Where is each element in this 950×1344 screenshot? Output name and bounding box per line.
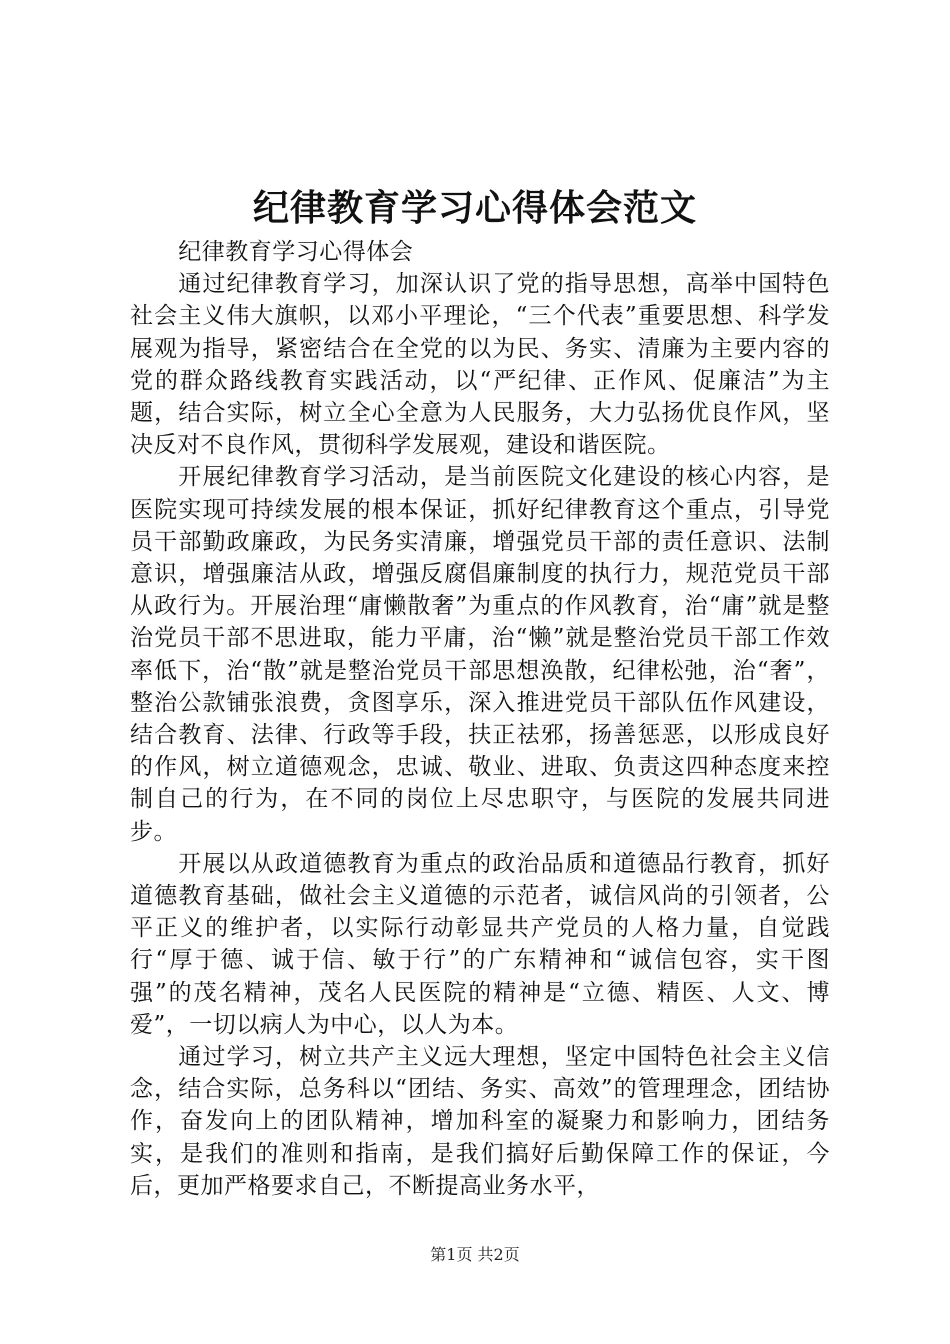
page-footer: 第1页 共2页 [430, 1245, 520, 1264]
document-title: 纪律教育学习心得体会范文 [252, 187, 697, 229]
body-paragraph-4: 通过学习，树立共产主义远大理想，坚定中国特色社会主义信念，结合实际，总务科以“团结、务实、高效”的管理理念，团结协作，奋发向上的团队精神，增加科室的凝聚力和影响力，团结务实，是我们的准则和指南，是我们搞好后勤保障工作的保证，今后，更加严格要求自己，不断提高业务水平， [130, 1044, 830, 1199]
body-paragraph-2: 开展纪律教育学习活动，是当前医院文化建设的核心内容，是医院实现可持续发展的根本保证，抓好纪律教育这个重点，引导党员干部勤政廉政，为民务实清廉，增强党员干部的责任意识、法制意识，增强廉洁从政，增强反腐倡廉制度的执行力，规范党员干部从政行为。开展治理“庸懒散奢”为重点的作风教育，治“庸”就是整治党员干部不思进取，能力平庸，治“懒”就是整治党员干部工作效率低下，治“散”就是整治党员干部思想涣散，纪律松弛，治“奢”，整治公款铺张浪费，贪图享乐，深入推进党员干部队伍作风建设，结合教育、法律、行政等手段，扶正祛邪，扬善惩恶，以形成良好的作风，树立道德观念，忠诚、敬业、进取、负责这四种态度来控制自己的行为，在不同的岗位上尽忠职守，与医院的发展共同进步。 [130, 464, 830, 845]
body-paragraph-1: 通过纪律教育学习，加深认识了党的指导思想，高举中国特色社会主义伟大旗帜，以邓小平理论，“三个代表”重要思想、科学发展观为指导，紧密结合在全党的以为民、务实、清廉为主要内容的党的群众路线教育实践活动，以“严纪律、正作风、促廉洁”为主题，结合实际，树立全心全意为人民服务，大力弘扬优良作风，坚决反对不良作风，贯彻科学发展观，建设和谐医院。 [130, 271, 830, 459]
document-body [130, 236, 830, 1202]
subtitle-paragraph: 纪律教育学习心得体会 [178, 239, 414, 265]
body-paragraph-3: 开展以从政道德教育为重点的政治品质和道德品行教育，抓好道德教育基础，做社会主义道德的示范者，诚信风尚的引领者，公平正义的维护者，以实际行动彰显共产党员的人格力量，自觉践行“厚于德、诚于信、敏于行”的广东精神和“诚信包容，实干图强”的茂名精神，茂名人民医院的精神是“立德、精医、人文、博爱”，一切以病人为中心，以人为本。 [130, 850, 830, 1038]
